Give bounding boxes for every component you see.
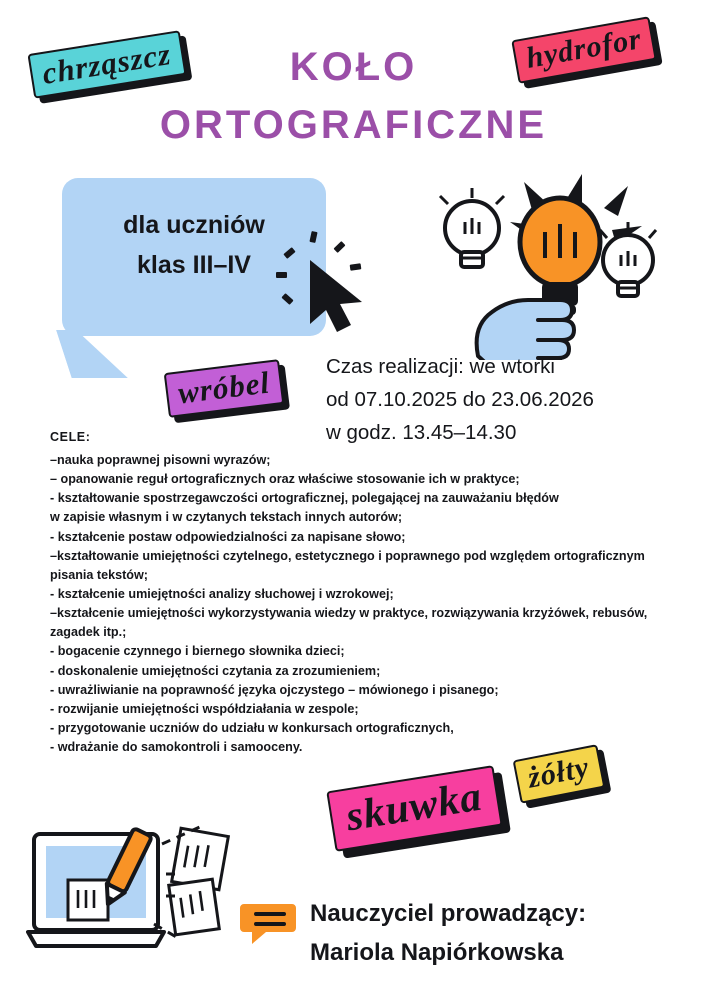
- goal-item: –kształcenie umiejętności wykorzystywania wiedzy w praktyce, rozwiązywania krzyżówek, rebusów, zagadek itp.;: [50, 606, 648, 640]
- goal-item: –nauka poprawnej pisowni wyrazów;: [50, 453, 271, 467]
- goal-item: - doskonalenie umiejętności czytania za zrozumieniem;: [50, 663, 381, 678]
- sticker-word-zolty: żółty: [513, 744, 605, 804]
- schedule-line-1: Czas realizacji: we wtorki: [326, 355, 555, 378]
- goals-block: [50, 430, 665, 757]
- page-title-line-2: ORTOGRAFICZNE: [159, 103, 548, 147]
- teacher-label: Nauczyciel prowadzący:: [310, 900, 587, 927]
- teacher-name: Mariola Napiórkowska: [310, 938, 564, 966]
- lightbulb-icon: [432, 160, 664, 365]
- sticker-word-wrobel: wróbel: [164, 359, 285, 418]
- goal-item: - wdrażanie do samokontroli i samooceny.: [50, 740, 303, 755]
- speech-bubble-tail: [56, 330, 128, 378]
- speech-bubble-line-1: dla uczniów: [123, 211, 265, 239]
- page-title-line-1: KOŁO: [289, 45, 418, 89]
- sticker-word-skuwka: skuwka: [326, 765, 502, 852]
- goal-item: - przygotowanie uczniów do udziału w konkursach ortograficznych,: [50, 720, 454, 735]
- goal-item: - kształcenie umiejętności analizy słuchowej i wzrokowej;: [50, 586, 394, 601]
- goal-item: - kształcenie postaw odpowiedzialności za napisane słowo;: [50, 529, 406, 544]
- sticker-word-hydrofor: hydrofor: [511, 16, 657, 84]
- goal-item: - bogacenie czynnego i biernego słownika dzieci;: [50, 644, 345, 659]
- cursor-arrow-icon: [306, 258, 368, 339]
- goal-item: – opanowanie reguł ortograficznych oraz właściwe stosowanie ich w praktyce;: [50, 472, 520, 487]
- goal-item: –kształtowanie umiejętności czytelnego, estetycznego i poprawnego pod względem ortograficznym pisania tekstów;: [50, 548, 645, 582]
- goal-item: - rozwijanie umiejętności współdziałania w zespole;: [50, 701, 359, 716]
- cursor-spark-5: [333, 241, 345, 253]
- goals-heading: CELE:: [50, 430, 91, 444]
- speech-bubble-line-2: klas III–IV: [137, 251, 251, 279]
- cursor-spark-2: [276, 272, 287, 278]
- goal-item: - uwrażliwianie na poprawność języka ojczystego – mówionego i pisanego;: [50, 682, 499, 697]
- goal-item: w zapisie własnym i w czytanych tekstach innych autorów;: [50, 510, 403, 525]
- schedule-line-2: od 07.10.2025 do 23.06.2026: [326, 388, 594, 412]
- chat-bubble-icon: [240, 898, 300, 951]
- goal-item: - kształtowanie spostrzegawczości ortograficznej, polegającej na zauważaniu błędów: [50, 491, 559, 506]
- laptop-pencil-icon: [26, 820, 256, 975]
- teacher-block: [310, 895, 690, 973]
- schedule-line-3: w godz. 13.45–14.30: [326, 421, 517, 445]
- sticker-word-chrzaszcz: chrząszcz: [27, 30, 186, 98]
